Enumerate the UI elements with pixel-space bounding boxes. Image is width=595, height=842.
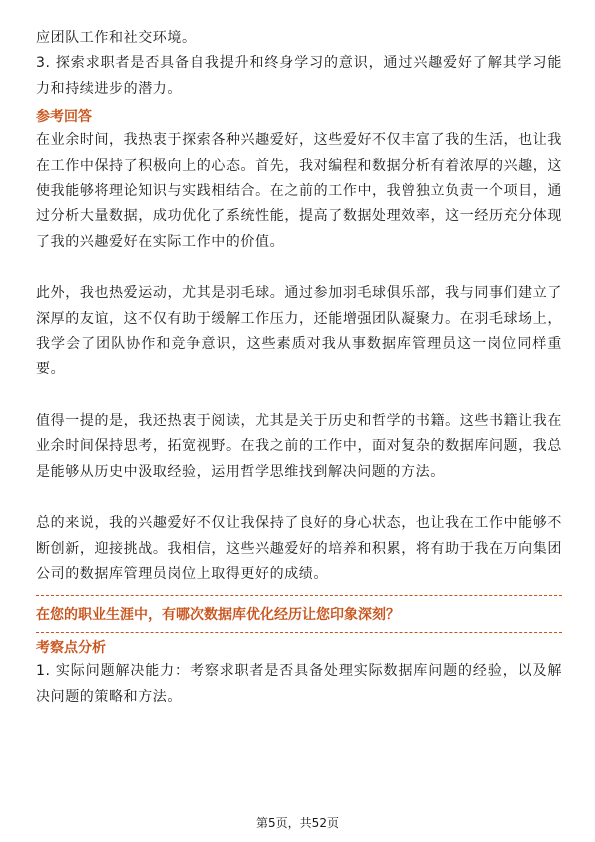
page-number: 第5页，共52页 bbox=[256, 816, 339, 830]
analysis-item-3: 3. 探索求职者是否具备自我提升和终身学习的意识，通过兴趣爱好了解其学习能力和持续进步的潜力。 bbox=[36, 55, 562, 97]
answer-paragraph-4: 总的来说，我的兴趣爱好不仅让我保持了良好的身心状态，也让我在工作中能够不断创新，迎接挑战。我相信，这些兴趣爱好的培养和积累，将有助于我在万向集团公司的数据库管理员岗位上取得更好的成绩。 bbox=[36, 515, 562, 582]
analysis-title: 考察点分析 bbox=[36, 640, 106, 657]
interview-question: 在您的职业生涯中，有哪次数据库优化经历让您印象深刻？ bbox=[36, 607, 400, 624]
answer-paragraph-2: 此外，我也热爱运动，尤其是羽毛球。通过参加羽毛球俱乐部，我与同事们建立了深厚的友谊，这不仅有助于缓解工作压力，还能增强团队凝聚力。在羽毛球场上，我学会了团队协作和竞争意识，这些素质对我从事数据库管理员这一岗位同样重要。 bbox=[36, 285, 562, 378]
question-divider bbox=[36, 632, 562, 633]
answer-paragraph-1: 在业余时间，我热衷于探索各种兴趣爱好，这些爱好不仅丰富了我的生活，也让我在工作中保持了积极向上的心态。首先，我对编程和数据分析有着浓厚的兴趣，这使我能够将理论知识与实践相结合。在之前的工作中，我曾独立负责一个项目，通过分析大量数据，成功优化了系统性能，提高了数据处理效率，这一经历充分体现了我的兴趣爱好在实际工作中的价值。 bbox=[36, 132, 562, 250]
page-content bbox=[36, 26, 562, 710]
continuation-line: 应团队工作和社交环境。 bbox=[36, 30, 197, 46]
answer-paragraph-3: 值得一提的是，我还热衷于阅读，尤其是关于历史和哲学的书籍。这些书籍让我在业余时间保持思考，拓宽视野。在我之前的工作中，面对复杂的数据库问题，我总是能够从历史中汲取经验，运用哲学思维找到解决问题的方法。 bbox=[36, 412, 562, 480]
analysis-item-1: 1. 实际问题解决能力：考察求职者是否具备处理实际数据库问题的经验，以及解决问题的策略和方法。 bbox=[36, 663, 562, 705]
section-divider bbox=[36, 595, 562, 596]
reference-answer-title: 参考回答 bbox=[36, 109, 92, 126]
